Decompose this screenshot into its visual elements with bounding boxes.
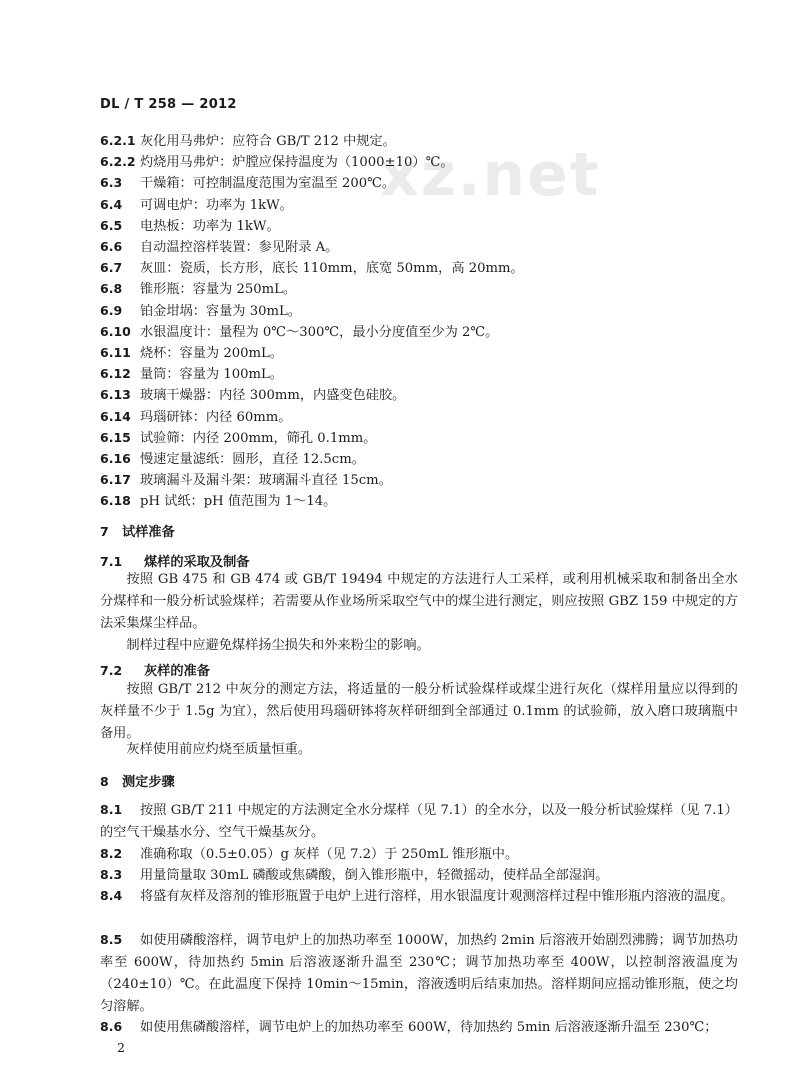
clause-text: 玻璃漏斗及漏斗架：玻璃漏斗直径 15cm。 <box>140 473 392 489</box>
clause-line <box>100 490 336 509</box>
clause-text: 如使用焦磷酸溶样，调节电炉上的加热功率至 600W，待加热约 5min 后溶液逐渐升温至 230℃； <box>140 1020 718 1035</box>
clause-number: 6.11 <box>100 345 131 360</box>
clause-text: 自动温控溶样装置：参见附录 A。 <box>140 240 339 255</box>
clause-text: 量筒：容量为 100mL。 <box>140 367 283 383</box>
paragraph-7-2-b: 灰样使用前应灼烧至质量恒重。 <box>126 742 312 757</box>
clause-line <box>100 278 296 297</box>
clause-number: 6.8 <box>100 281 123 297</box>
paragraph-8-2 <box>100 843 738 866</box>
clause-line <box>100 130 396 149</box>
clause-text: 灼烧用马弗炉：炉膛应保持温度为（1000±10）℃。 <box>140 155 454 171</box>
clause-number: 8.4 <box>100 888 123 903</box>
watermark: xz.net <box>380 140 601 210</box>
clause-text: 铂金坩埚：容量为 30mL。 <box>140 303 301 319</box>
paragraph-8-6 <box>100 1016 738 1039</box>
clause-text: 水银温度计：量程为 0℃～300℃，最小分度值至少为 2℃。 <box>140 324 499 340</box>
paragraph-8-1 <box>100 799 738 844</box>
clause-line <box>100 236 338 255</box>
clause-number: 8.2 <box>100 846 123 861</box>
section-7-heading <box>100 521 175 540</box>
clause-number: 6.10 <box>100 323 131 339</box>
clause-text: 灰皿：瓷质，长方形，底长 110mm，底宽 50mm，高 20mm。 <box>140 261 524 277</box>
clause-number: 6.18 <box>100 493 131 509</box>
clause-number: 8.3 <box>100 867 123 882</box>
section-number: 7 <box>100 524 109 539</box>
clause-text: 准确称取（0.5±0.05）g 灰样（见 7.2）于 250mL 锥形瓶中。 <box>140 847 519 862</box>
clause-number: 6.4 <box>100 196 123 212</box>
clause-text: 如使用磷酸溶样，调节电炉上的加热功率至 1000W，加热约 2min 后溶液开始剧烈沸腾；调节加热功率至 600W，待加热约 5min 后溶液逐渐升温至 230℃；调节加热功率至 400W，以控制溶液温度为（240±10）℃。在此温度下保持 10min～15min，溶液透明后结束加热。溶样期间应摇动锥形瓶，使之均匀溶解。 <box>100 933 738 1014</box>
subsection-7-1-heading <box>100 551 250 570</box>
clause-line <box>100 215 280 234</box>
clause-text: 慢速定量滤纸：圆形，直径 12.5cm。 <box>140 452 365 467</box>
paragraph-8-3 <box>100 864 738 887</box>
clause-number: 6.7 <box>100 260 123 276</box>
subsection-title: 煤样的采取及制备 <box>144 555 250 570</box>
subsection-number: 7.1 <box>100 554 123 569</box>
clause-line <box>100 469 392 488</box>
clause-number: 6.14 <box>100 408 131 424</box>
clause-number: 6.6 <box>100 239 123 254</box>
subsection-number: 7.2 <box>100 663 123 678</box>
clause-line <box>100 363 283 382</box>
subsection-title: 灰样的准备 <box>144 664 210 679</box>
paragraph-7-1-a: 按照 GB 475 和 GB 474 或 GB/T 19494 中规定的方法进行人工采样，或利用机械采取和制备出全水分煤样和一般分析试验煤样；若需要从作业场所采取空气中的煤尘进行测定，则应按照 GBZ 159 中规定的方法采集煤尘样品。 <box>100 572 738 631</box>
clause-text: 用量筒量取 30mL 磷酸或焦磷酸，倒入锥形瓶中，轻微摇动，使样品全部湿润。 <box>140 868 609 883</box>
subsection-7-2-heading <box>100 660 210 679</box>
clause-line <box>100 427 376 446</box>
clause-number: 6.17 <box>100 472 131 488</box>
clause-line <box>100 406 291 425</box>
clause-text: 按照 GB/T 211 中规定的方法测定全水分煤样（见 7.1）的全水分，以及一般分析试验煤样（见 7.1）的空气干燥基水分、空气干燥基灰分。 <box>100 803 738 840</box>
section-8-heading <box>100 771 175 790</box>
page-number: 2 <box>117 1040 125 1055</box>
paragraph-8-4 <box>100 885 738 908</box>
clause-text: 灰化用马弗炉：应符合 GB/T 212 中规定。 <box>140 134 396 149</box>
clause-text: 试验筛：内径 200mm，筛孔 0.1mm。 <box>140 430 377 446</box>
clause-line <box>100 342 283 361</box>
clause-text: 干燥箱：可控制温度范围为室温至 200℃。 <box>140 176 396 192</box>
clause-text: 电热板：功率为 1kW。 <box>140 218 280 234</box>
clause-number: 6.16 <box>100 451 131 466</box>
clause-line <box>100 151 454 170</box>
section-title: 试样准备 <box>122 525 175 540</box>
clause-number: 6.2.1 <box>100 133 136 148</box>
section-title: 测定步骤 <box>122 775 175 790</box>
clause-line <box>100 172 395 191</box>
clause-number: 6.3 <box>100 175 123 191</box>
clause-number: 6.12 <box>100 366 131 382</box>
clause-text: 可调电炉：功率为 1kW。 <box>140 197 293 213</box>
section-number: 8 <box>100 774 109 789</box>
page-header: DL / T 258 — 2012 <box>100 97 237 112</box>
clause-number: 8.5 <box>100 932 123 947</box>
clause-line <box>100 448 365 467</box>
clause-text: 将盛有灰样及溶剂的锥形瓶置于电炉上进行溶样，用水银温度计观测溶样过程中锥形瓶内溶液的温度。 <box>140 889 734 904</box>
paragraph-8-5 <box>100 929 738 1018</box>
clause-text: 玻璃干燥器：内径 300mm，内盛变色硅胶。 <box>140 388 406 404</box>
clause-number: 6.13 <box>100 387 131 403</box>
clause-number: 6.15 <box>100 429 131 445</box>
clause-number: 8.6 <box>100 1019 123 1034</box>
clause-line <box>100 194 293 213</box>
clause-text: 锥形瓶：容量为 250mL。 <box>140 282 297 298</box>
clause-line <box>100 257 524 276</box>
clause-line <box>100 300 301 319</box>
clause-number: 6.2.2 <box>100 154 136 170</box>
clause-line <box>100 321 498 340</box>
paragraph-7-2-a: 按照 GB/T 212 中灰分的测定方法，将适量的一般分析试验煤样或煤尘进行灰化（煤样用量应以得到的灰样量不少于 1.5g 为宜），然后使用玛瑙研钵将灰样研细到全部通过 0.1mm 的试验筛，放入磨口玻璃瓶中备用。 <box>100 682 738 741</box>
clause-number: 6.9 <box>100 302 123 318</box>
clause-text: 玛瑙研钵：内径 60mm。 <box>140 409 292 425</box>
paragraph-7-1-b: 制样过程中应避免煤样扬尘损失和外来粉尘的影响。 <box>126 638 430 653</box>
clause-text: pH 试纸：pH 值范围为 1～14。 <box>140 494 337 510</box>
clause-number: 8.1 <box>100 802 123 817</box>
clause-number: 6.5 <box>100 217 123 233</box>
clause-text: 烧杯：容量为 200mL。 <box>140 346 283 361</box>
clause-line <box>100 384 405 403</box>
